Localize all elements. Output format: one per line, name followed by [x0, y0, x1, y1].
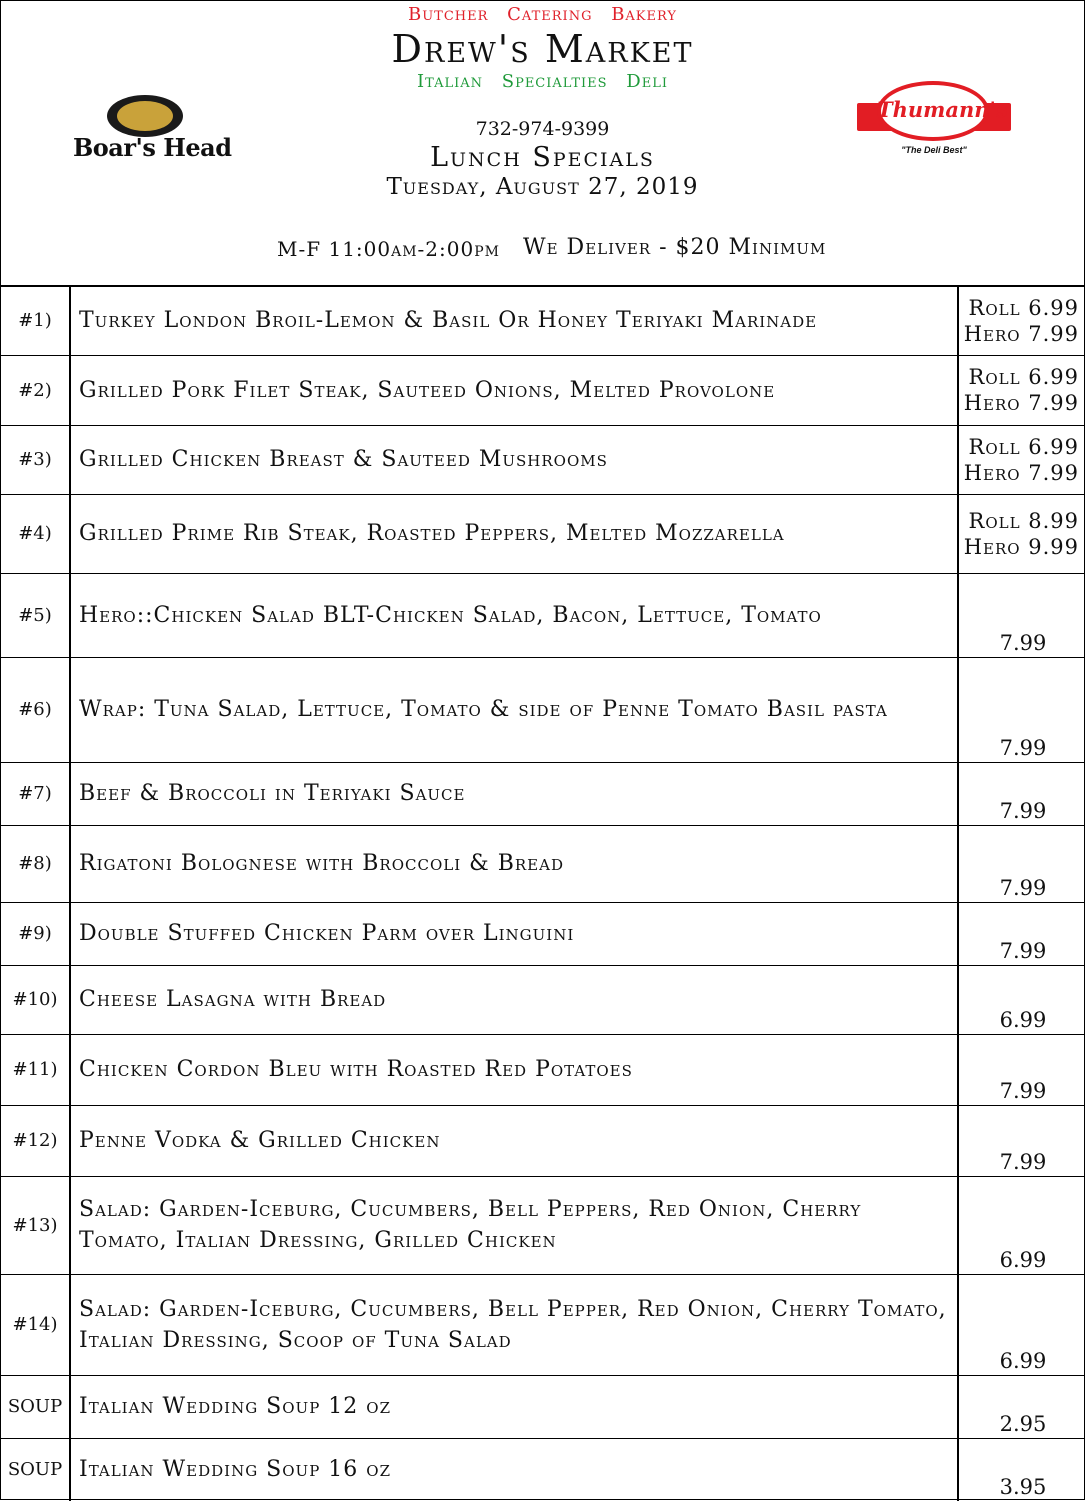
item-number: #7): [1, 762, 70, 825]
item-price: [958, 902, 1085, 965]
item-number: #14): [1, 1274, 70, 1375]
item-description: Double Stuffed Chicken Parm over Linguini: [70, 902, 958, 965]
menu-row: [1, 902, 1085, 965]
hero-price: Hero 7.99: [963, 391, 1079, 415]
item-price: [958, 965, 1085, 1034]
price-value: 7.99: [999, 630, 1047, 655]
price-value: 7.99: [999, 938, 1047, 963]
top-categories: [1, 4, 1084, 25]
item-number: #6): [1, 657, 70, 762]
item-price: [958, 425, 1085, 494]
menu-row: [1, 1274, 1085, 1375]
phone-number: 732-974-9399: [475, 118, 610, 140]
menu-row: [1, 425, 1085, 494]
roll-price: Roll 8.99: [968, 508, 1079, 533]
boars-head-text: Boar's Head: [73, 133, 232, 162]
item-number: #8): [1, 825, 70, 902]
item-description: Rigatoni Bolognese with Broccoli & Bread: [70, 825, 958, 902]
price-value: 3.95: [999, 1475, 1047, 1499]
category-catering: Catering: [507, 4, 593, 25]
menu-row: [1, 355, 1085, 425]
price-value: 6.99: [999, 1007, 1047, 1032]
item-description: Salad: Garden-Iceburg, Cucumbers, Bell Pepper, Red Onion, Cherry Tomato, Italian Dressing, Scoop of Tuna Salad: [70, 1274, 958, 1375]
menu-row: [1, 573, 1085, 657]
menu-row: [1, 494, 1085, 573]
item-number: SOUP: [1, 1438, 70, 1501]
item-description: Grilled Chicken Breast & Sauteed Mushrooms: [70, 425, 958, 494]
item-description: Italian Wedding Soup 16 oz: [70, 1438, 958, 1501]
item-description: Italian Wedding Soup 12 oz: [70, 1375, 958, 1438]
item-description: Grilled Pork Filet Steak, Sauteed Onions, Melted Provolone: [70, 355, 958, 425]
store-name: Drew's Market: [391, 27, 694, 71]
menu-row: [1, 762, 1085, 825]
menu-row: [1, 1105, 1085, 1176]
item-price: [958, 657, 1085, 762]
category-butcher: Butcher: [408, 4, 489, 25]
item-price: [958, 287, 1085, 355]
thumanns-logo: [857, 79, 1013, 159]
hero-price: Hero 7.99: [963, 321, 1079, 346]
price-value: 6.99: [999, 1348, 1047, 1373]
menu-row: [1, 287, 1085, 355]
item-number: #1): [1, 287, 70, 355]
price-value: 6.99: [999, 1247, 1047, 1272]
menu-row: [1, 1176, 1085, 1274]
item-description: Hero::Chicken Salad BLT-Chicken Salad, Bacon, Lettuce, Tomato: [70, 573, 958, 657]
item-number: #11): [1, 1034, 70, 1105]
roll-price: Roll 6.99: [968, 365, 1079, 389]
item-price: [958, 825, 1085, 902]
price-value: 7.99: [999, 1078, 1047, 1103]
item-description: Turkey London Broil-Lemon & Basil Or Honey Teriyaki Marinade: [70, 287, 958, 355]
item-number: #4): [1, 494, 70, 573]
hero-price: Hero 7.99: [963, 460, 1079, 485]
thumanns-tagline: "The Deli Best": [901, 145, 967, 155]
roll-price: Roll 6.99: [968, 434, 1079, 459]
item-number: #13): [1, 1176, 70, 1274]
menu-row: [1, 965, 1085, 1034]
menu-row: [1, 825, 1085, 902]
item-description: Chicken Cordon Bleu with Roasted Red Potatoes: [70, 1034, 958, 1105]
roll-price: Roll 6.99: [968, 295, 1079, 320]
item-description: Penne Vodka & Grilled Chicken: [70, 1105, 958, 1176]
hero-price: Hero 9.99: [963, 534, 1079, 559]
item-price: [958, 355, 1085, 425]
delivery-info: We Deliver - $20 Minimum: [523, 235, 827, 260]
item-number: #5): [1, 573, 70, 657]
header: [1, 1, 1084, 287]
item-description: Beef & Broccoli in Teriyaki Sauce: [70, 762, 958, 825]
menu-row: [1, 1034, 1085, 1105]
item-number: SOUP: [1, 1375, 70, 1438]
item-number: #3): [1, 425, 70, 494]
category-specialties: Specialties: [501, 71, 608, 92]
business-hours: M-F 11:00am-2:00pm: [277, 237, 500, 261]
item-description: Salad: Garden-Iceburg, Cucumbers, Bell Peppers, Red Onion, Cherry Tomato, Italian Dressing, Grilled Chicken: [70, 1176, 958, 1274]
price-value: 2.95: [999, 1411, 1047, 1436]
item-description: Wrap: Tuna Salad, Lettuce, Tomato & side of Penne Tomato Basil pasta: [70, 657, 958, 762]
menu-date: Tuesday, August 27, 2019: [386, 174, 699, 200]
item-price: [958, 494, 1085, 573]
item-price: [958, 1274, 1085, 1375]
item-price: [958, 1375, 1085, 1438]
category-italian: Italian: [417, 71, 483, 92]
item-description: Cheese Lasagna with Bread: [70, 965, 958, 1034]
item-price: [958, 1105, 1085, 1176]
item-price: [958, 1176, 1085, 1274]
thumanns-text: Thumann's: [877, 97, 1008, 122]
menu-row: [1, 657, 1085, 762]
category-deli: Deli: [626, 71, 668, 92]
menu-row: [1, 1438, 1085, 1501]
menu-table: [1, 287, 1085, 1501]
item-number: #2): [1, 355, 70, 425]
item-number: #9): [1, 902, 70, 965]
category-bakery: Bakery: [611, 4, 677, 25]
item-price: [958, 1034, 1085, 1105]
item-number: #10): [1, 965, 70, 1034]
menu-row: [1, 1375, 1085, 1438]
item-price: [958, 573, 1085, 657]
item-description: Grilled Prime Rib Steak, Roasted Peppers, Melted Mozzarella: [70, 494, 958, 573]
price-value: 7.99: [999, 798, 1047, 823]
item-price: [958, 1438, 1085, 1501]
special-title: Lunch Specials: [430, 142, 655, 173]
price-value: 7.99: [999, 1149, 1047, 1174]
item-number: #12): [1, 1105, 70, 1176]
boars-head-logo: [73, 93, 232, 165]
price-value: 7.99: [999, 735, 1047, 760]
item-price: [958, 762, 1085, 825]
price-value: 7.99: [999, 875, 1047, 900]
